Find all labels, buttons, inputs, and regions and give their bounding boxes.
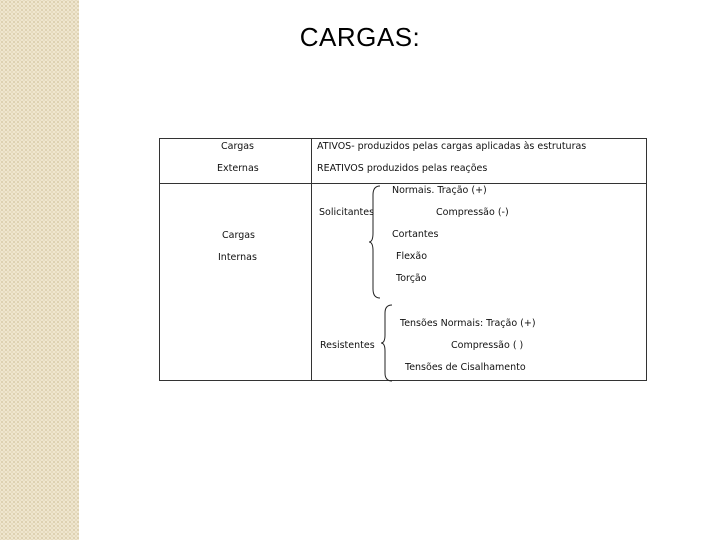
solicitantes-brace <box>368 185 382 299</box>
row-divider <box>160 183 646 184</box>
internal-label-line2: Internas <box>218 252 257 263</box>
reactive-loads-text: REATIVOS produzidos pelas reações <box>317 163 488 174</box>
external-label-line2: Externas <box>217 163 259 174</box>
normais-tracao-text: Normais. Tração (+) <box>392 185 487 196</box>
tensoes-normais-text: Tensões Normais: Tração (+) <box>400 318 536 329</box>
external-label-line1: Cargas <box>221 141 254 152</box>
solicitantes-label: Solicitantes <box>319 207 375 218</box>
resistentes-label: Resistentes <box>320 340 375 351</box>
column-divider <box>311 139 312 380</box>
slide-title: CARGAS: <box>299 22 421 52</box>
internal-label-line1: Cargas <box>222 230 255 241</box>
flexao-text: Flexão <box>396 251 428 262</box>
decorative-side-pattern <box>0 0 79 540</box>
resistentes-compressao-text: Compressão ( ) <box>451 340 524 351</box>
loads-table <box>159 138 647 381</box>
active-loads-text: ATIVOS- produzidos pelas cargas aplicadas às estruturas <box>317 141 587 152</box>
torcao-text: Torção <box>396 273 427 284</box>
tensoes-cisalhamento-text: Tensões de Cisalhamento <box>405 362 526 373</box>
solicitantes-compressao-text: Compressão (-) <box>436 207 509 218</box>
cortantes-text: Cortantes <box>392 229 439 240</box>
resistentes-brace <box>380 304 394 382</box>
